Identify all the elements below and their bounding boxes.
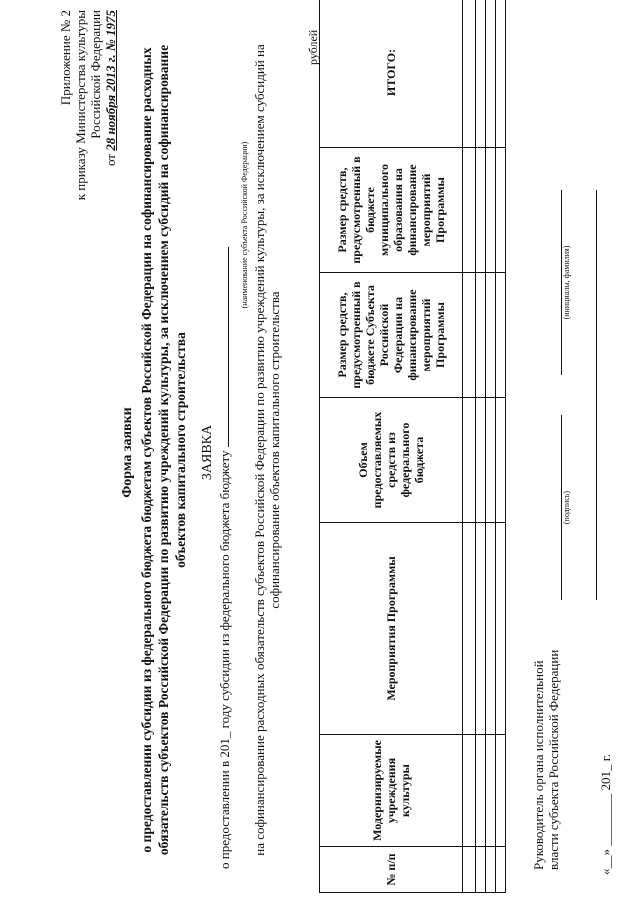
request-table (319, 0, 506, 893)
intro-line (217, 29, 232, 869)
order-prefix: от (103, 154, 118, 167)
extra-line (595, 190, 597, 600)
name-field (560, 190, 571, 375)
unit-label: рублей (306, 29, 320, 65)
header-total: ИТОГО: (320, 0, 463, 148)
header-region-funds: Размер средств, предусмотренный в бюджете Субъекта Российской Федерации на финансирование мероприятий Программы (320, 273, 463, 398)
signature-hint: (подпись) (562, 490, 571, 525)
form-title: Форма заявки (120, 407, 135, 498)
appendix-order (103, 10, 118, 250)
table-row (496, 0, 506, 893)
signatory-line-2: власти субъекта Российской Федерации (546, 649, 561, 870)
table-row (486, 0, 496, 893)
table-row (463, 0, 476, 893)
header-institutions: Модернизируемые учреждения культуры (320, 735, 463, 847)
region-hint: (наименование субъекта Российской Федерации) (240, 141, 249, 309)
header-federal-funds: Объем предоставляемых средств из федерального бюджета (320, 398, 463, 523)
date-line: «__» ________ 201_ г. (598, 754, 613, 875)
signatory-title (531, 650, 561, 870)
signature-field (560, 415, 571, 600)
table-row (476, 0, 486, 893)
appendix-block (58, 10, 118, 250)
extra-line-block (595, 190, 597, 600)
name-hint: (инициалы, фамилия) (562, 245, 571, 320)
appendix-line-2: к приказу Министерства культуры (73, 10, 88, 201)
header-municipal-funds: Размер средств, предусмотренный в бюджете муниципального образования на финансирование мероприятий Программы (320, 148, 463, 273)
region-blank (218, 247, 229, 447)
header-number: № п/п (320, 847, 463, 893)
order-handwritten-value: 28 ноября 2013 г. № 1975 (103, 10, 118, 151)
intro-text: о предоставлении в 201_ году субсидии из федерального бюджета бюджету (217, 450, 232, 869)
header-row (320, 0, 463, 893)
appendix-line-3: Российской Федерации (88, 10, 103, 139)
signatory-line-1: Руководитель органа исполнительной (531, 660, 546, 870)
appendix-line-1: Приложение № 2 (58, 10, 73, 106)
purpose-text: на софинансирование расходных обязательств субъектов Российской Федерации по развитию учреждений культуры, за исключением субсидий на софинансирование объектов капитального строительства (252, 44, 282, 856)
zayavka-heading: ЗАЯВКА (200, 424, 215, 481)
form-subtitle: о предоставлении субсидии из федерального бюджета бюджетам субъектов Российской Федерации на софинансирование расходных обязательств субъектов Российской Федерации по развитию учреждений культуры, за исключением субсидий на софинансирование объектов капитального строительства (139, 44, 188, 856)
header-activities: Мероприятия Программы (320, 523, 463, 735)
